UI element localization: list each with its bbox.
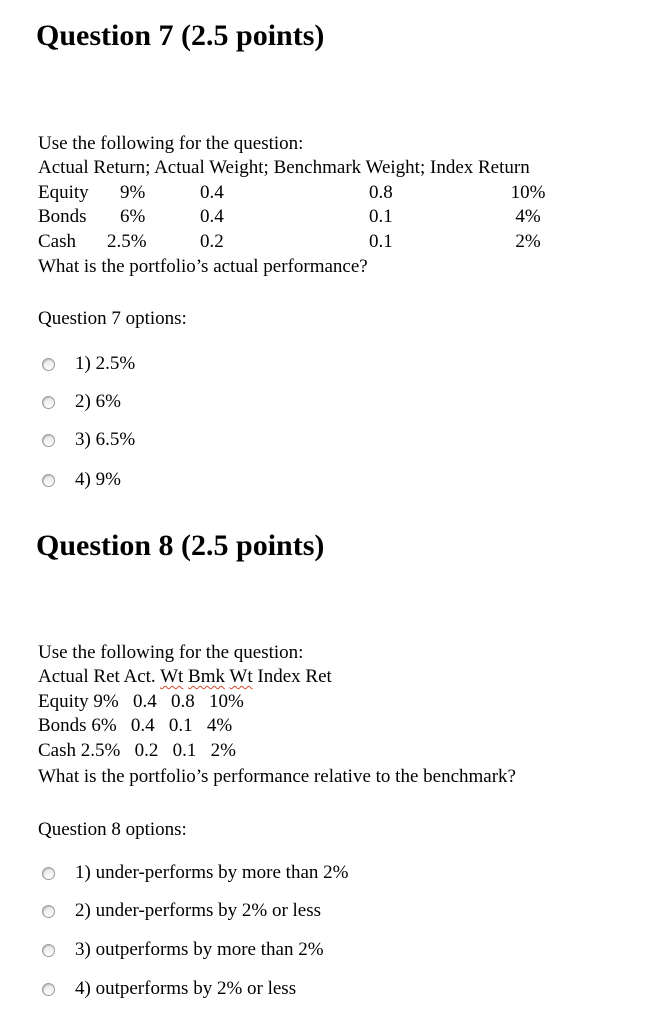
q7-row-index-return: 4%: [515, 206, 541, 227]
q7-row-asset: Bonds: [38, 206, 87, 227]
q7-row-asset: Equity: [38, 182, 89, 203]
q8-header-wt1: Wt: [160, 666, 184, 687]
q8-header-suffix: Index Ret: [252, 666, 332, 687]
q8-data-row: Equity 9% 0.4 0.8 10%: [38, 691, 244, 712]
q7-row-index-return: 2%: [515, 231, 541, 252]
option-label: 2) under-performs by 2% or less: [75, 900, 322, 921]
q7-row-actual-weight: 0.2: [200, 231, 224, 252]
q7-option-3[interactable]: [42, 428, 135, 452]
question-8-title: Question 8 (2.5 points): [36, 529, 325, 562]
q7-row-benchmark-weight: 0.8: [369, 182, 393, 203]
q7-question-text: What is the portfolio’s actual performance?: [38, 256, 368, 277]
q8-data-row: Bonds 6% 0.4 0.1 4%: [38, 715, 233, 736]
option-label: 4) 9%: [75, 469, 121, 490]
q8-header-row: [38, 665, 332, 689]
radio-button-icon[interactable]: [42, 358, 55, 371]
q7-intro: Use the following for the question:: [38, 133, 304, 154]
q7-row-index-return: 10%: [510, 182, 546, 203]
q8-data-row: Cash 2.5% 0.2 0.1 2%: [38, 740, 236, 761]
q8-option-3[interactable]: [42, 938, 324, 962]
q7-options-label: Question 7 options:: [38, 308, 187, 329]
radio-button-icon[interactable]: [42, 474, 55, 487]
q7-row-actual-weight: 0.4: [200, 182, 224, 203]
q8-intro: Use the following for the question:: [38, 642, 304, 663]
q7-row-actual-weight: 0.4: [200, 206, 224, 227]
q8-option-4[interactable]: [42, 977, 296, 1001]
q7-option-1[interactable]: [42, 352, 135, 376]
q8-question-text: What is the portfolio’s performance relative to the benchmark?: [38, 766, 516, 787]
q7-row-actual-return: 2.5%: [107, 231, 147, 252]
option-label: 3) outperforms by more than 2%: [75, 939, 324, 960]
radio-button-icon[interactable]: [42, 396, 55, 409]
q8-header-bmk: Bmk: [188, 666, 225, 687]
q7-row-benchmark-weight: 0.1: [369, 206, 393, 227]
q8-header-wt2: Wt: [229, 666, 253, 687]
radio-button-icon[interactable]: [42, 905, 55, 918]
option-label: 1) under-performs by more than 2%: [75, 862, 349, 883]
radio-button-icon[interactable]: [42, 867, 55, 880]
radio-button-icon[interactable]: [42, 434, 55, 447]
radio-button-icon[interactable]: [42, 983, 55, 996]
question-7-title: Question 7 (2.5 points): [36, 19, 325, 52]
q8-header-prefix: Actual Ret Act.: [38, 666, 161, 687]
q8-option-2[interactable]: [42, 899, 321, 923]
radio-button-icon[interactable]: [42, 944, 55, 957]
q7-row-actual-return: 9%: [120, 182, 146, 203]
q7-row-actual-return: 6%: [120, 206, 146, 227]
option-label: 1) 2.5%: [75, 353, 136, 374]
q7-row-benchmark-weight: 0.1: [369, 231, 393, 252]
q7-option-2[interactable]: [42, 390, 121, 414]
option-label: 3) 6.5%: [75, 429, 136, 450]
q7-row-asset: Cash: [38, 231, 76, 252]
q8-options-label: Question 8 options:: [38, 819, 187, 840]
q7-header-row: Actual Return; Actual Weight; Benchmark Weight; Index Return: [38, 157, 530, 178]
option-label: 4) outperforms by 2% or less: [75, 978, 297, 999]
q8-option-1[interactable]: [42, 861, 348, 885]
q7-option-4[interactable]: [42, 468, 121, 492]
option-label: 2) 6%: [75, 391, 121, 412]
